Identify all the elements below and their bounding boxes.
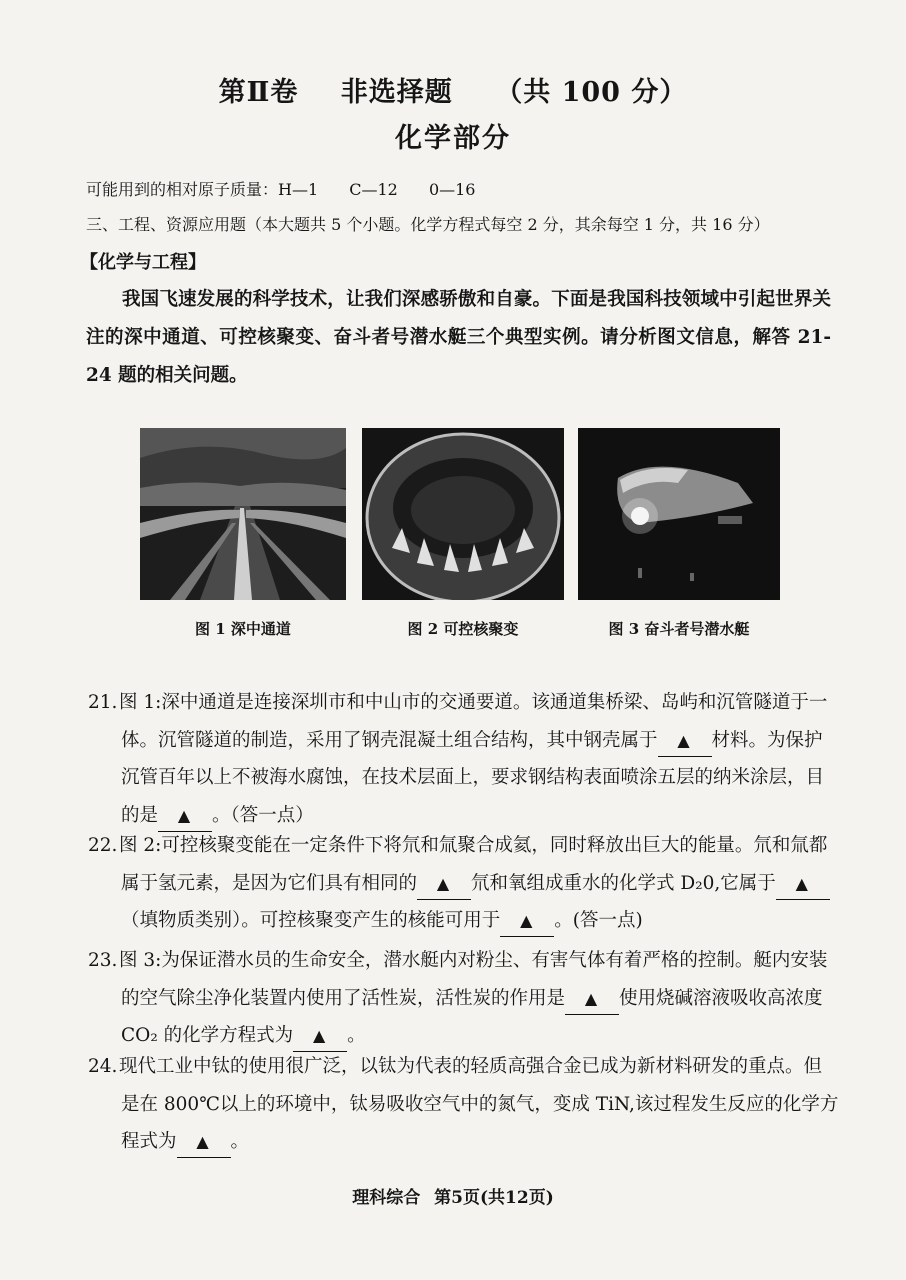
- question-text: 。: [347, 1025, 366, 1046]
- answer-blank[interactable]: ▲: [177, 1127, 231, 1158]
- question-22: [88, 827, 840, 940]
- intro-paragraph: [86, 281, 831, 395]
- answer-blank[interactable]: ▲: [158, 801, 212, 832]
- question-body: [121, 684, 840, 834]
- question-text: 使用烧碱溶液吸收高浓度 CO₂ 的化学方程式为: [121, 987, 823, 1046]
- answer-blank[interactable]: ▲: [776, 869, 830, 900]
- question-text: 现代工业中钛的使用很广泛，以钛为代表的轻质高强合金已成为新材料研发的重点。但是在 800℃以上的环境中，钛易吸收空气中的氮气，变成 TiN,该过程发生反应的化学方程式为: [119, 1056, 839, 1152]
- question-number: 24.: [88, 1056, 118, 1077]
- question-24: [88, 1048, 840, 1161]
- question-text: 图 3:为保证潜水员的生命安全，潜水艇内对粉尘、有害气体有着严格的控制。艇内安装的空气除尘净化装置内使用了活性炭，活性炭的作用是: [119, 950, 828, 1009]
- figure-3-image: [578, 428, 780, 600]
- total-score: （共 100 分）: [495, 77, 688, 108]
- question-body: [121, 827, 840, 940]
- question-text: 图 1:深中通道是连接深圳市和中山市的交通要道。该通道集桥梁、岛屿和沉管隧道于一体。沉管隧道的制造，采用了钢壳混凝土组合结构，其中钢壳属于: [119, 692, 828, 751]
- subject-title: 化学部分: [395, 123, 511, 154]
- intro-text: 我国飞速发展的科学技术，让我们深感骄傲和自豪。下面是我国科技领域中引起世界关注的深中通道、可控核聚变、奋斗者号潜水艇三个典型实例。请分析图文信息，解答 21- 24 题的相关问题。: [86, 289, 831, 386]
- question-text: 。（答一点）: [212, 804, 314, 826]
- figure-1-image: [140, 428, 346, 600]
- volume-label: 第Ⅱ卷: [218, 77, 299, 108]
- figure-2-caption: 图 2 可控核聚变: [407, 620, 519, 638]
- section-title: 三、工程、资源应用题（本大题共 5 个小题。化学方程式每空 2 分，其余每空 1 分，共 16 分）: [86, 215, 770, 234]
- answer-blank[interactable]: ▲: [500, 906, 554, 937]
- question-number: 22.: [88, 835, 118, 856]
- question-number: 21.: [88, 692, 118, 713]
- question-body: [121, 1048, 840, 1161]
- page-footer: [0, 1183, 906, 1208]
- question-text: 。: [230, 1131, 250, 1152]
- figure-1-caption: 图 1 深中通道: [195, 620, 291, 638]
- question-text: 图 2:可控核聚变能在一定条件下将氘和氚聚合成氦，同时释放出巨大的能量。氘和氚都属于氢元素，是因为它们具有相同的: [119, 835, 828, 894]
- question-type: 非选择题: [340, 77, 453, 108]
- answer-blank[interactable]: ▲: [293, 1021, 347, 1052]
- answer-blank[interactable]: ▲: [565, 984, 619, 1015]
- question-23: [88, 942, 840, 1055]
- question-text: 氘和氧组成重水的化学式 D₂0,它属于: [471, 872, 776, 894]
- atomic-mass-h: 可能用到的相对原子质量：H—1: [86, 180, 319, 199]
- question-number: 23.: [88, 950, 118, 971]
- section-topic: 【化学与工程】: [80, 252, 206, 273]
- atomic-mass-line: [86, 177, 501, 200]
- question-text: 。(答一点): [554, 910, 643, 931]
- figure-3-caption: 图 3 奋斗者号潜水艇: [608, 620, 750, 638]
- footer-page-number: 第5页(共12页): [434, 1188, 554, 1208]
- atomic-mass-c: C—12: [349, 180, 398, 199]
- question-body: [121, 942, 840, 1055]
- answer-blank[interactable]: ▲: [417, 869, 471, 900]
- question-text: （填物质类别）。可控核聚变产生的核能可用于: [121, 910, 501, 931]
- footer-subject: 理科综合: [352, 1188, 421, 1208]
- atomic-mass-o: 0—16: [428, 180, 476, 199]
- question-21: [88, 684, 840, 834]
- answer-blank[interactable]: ▲: [658, 726, 712, 757]
- question-text: 材料。为保护沉管百年以上不被海水腐蚀，在技术层面上，要求钢结构表面喷涂五层的纳米涂层，目的是: [121, 729, 825, 826]
- figure-2-image: [362, 428, 564, 600]
- volume-title: [0, 70, 906, 109]
